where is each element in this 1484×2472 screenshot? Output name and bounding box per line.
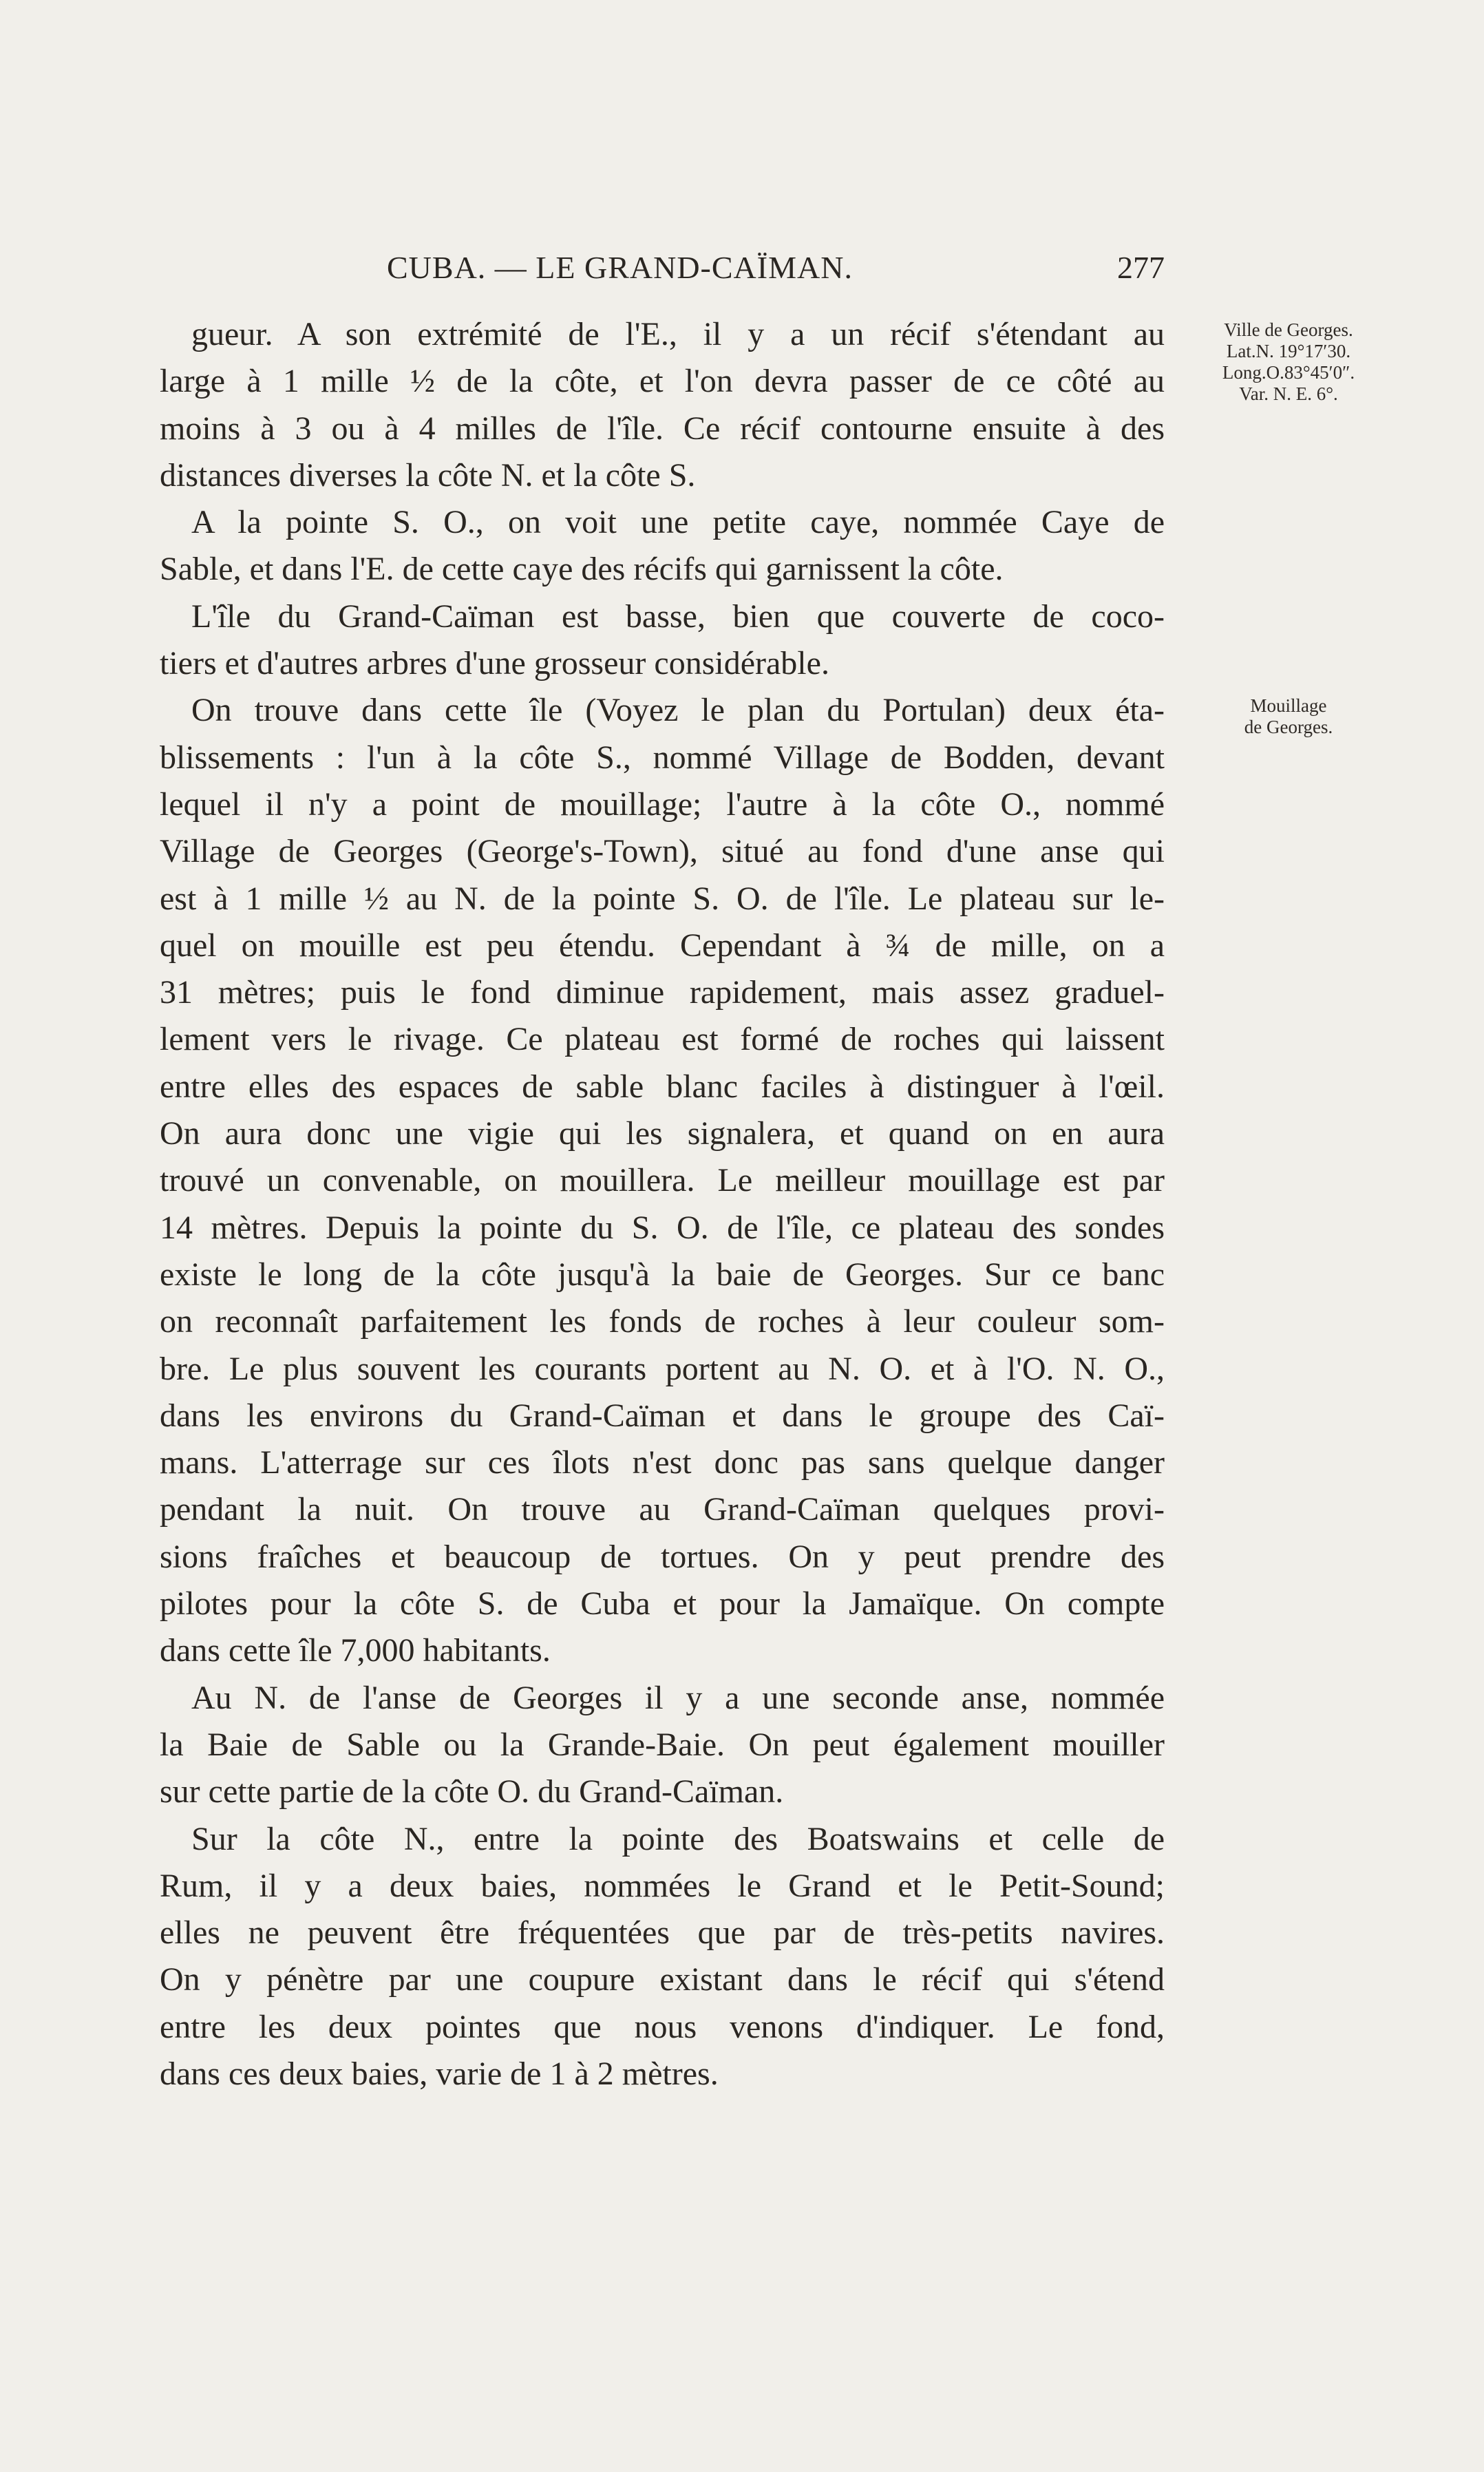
- text-line: On aura donc une vigie qui les signalera, et quand on en aura: [160, 1115, 1165, 1152]
- text-line: lement vers le rivage. Ce plateau est formé de roches qui laissent: [160, 1021, 1165, 1058]
- text-line: elles ne peuvent être fréquentées que par de très-petits navires.: [160, 1914, 1165, 1952]
- text-line: 14 mètres. Depuis la pointe du S. O. de l'île, ce plateau des sondes: [160, 1209, 1165, 1246]
- text-line: moins à 3 ou à 4 milles de l'île. Ce récif contourne ensuite à des: [160, 410, 1165, 447]
- body-text: [160, 311, 1165, 2098]
- text-line: bre. Le plus souvent les courants portent au N. O. et à l'O. N. O.,: [160, 1350, 1165, 1387]
- margin-note-line: Mouillage: [1250, 695, 1327, 716]
- text-line: A la pointe S. O., on voit une petite caye, nommée Caye de: [191, 504, 1165, 541]
- text-line: gueur. A son extrémité de l'E., il y a un récif s'étendant au: [191, 316, 1165, 352]
- text-line: on reconnaît parfaitement les fonds de roches à leur couleur som-: [160, 1303, 1165, 1340]
- running-title: CUBA. — LE GRAND-CAÏMAN.: [387, 250, 853, 285]
- paragraph: [160, 687, 1165, 1674]
- page-number: 277: [1117, 250, 1165, 285]
- text-line: est à 1 mille ½ au N. de la pointe S. O. de l'île. Le plateau sur le-: [160, 880, 1165, 917]
- text-line: la Baie de Sable ou la Grande-Baie. On peut également mouiller: [160, 1726, 1165, 1763]
- text-line: On y pénètre par une coupure existant dans le récif qui s'étend: [160, 1961, 1165, 1998]
- text-line: blissements : l'un à la côte S., nommé Village de Bodden, devant: [160, 739, 1165, 776]
- paragraph: [160, 593, 1165, 688]
- margin-note-line: Lat.N. 19°17′30.: [1226, 341, 1351, 361]
- margin-note-mouillage: [1178, 695, 1399, 738]
- text-line: distances diverses la côte N. et la côte S.: [160, 456, 696, 494]
- text-line: entre les deux pointes que nous venons d'indiquer. Le fond,: [160, 2008, 1165, 2045]
- margin-note-line: de Georges.: [1244, 717, 1333, 737]
- paragraph: [160, 1675, 1165, 1816]
- margin-note-ville-de-georges: [1178, 319, 1399, 405]
- text-line: sions fraîches et beaucoup de tortues. On y peut prendre des: [160, 1538, 1165, 1575]
- text-line: dans les environs du Grand-Caïman et dans le groupe des Caï-: [160, 1397, 1165, 1434]
- running-header: [160, 249, 1165, 290]
- text-line: sur cette partie de la côte O. du Grand-Caïman.: [160, 1773, 784, 1810]
- text-line: existe le long de la côte jusqu'à la baie de Georges. Sur ce banc: [160, 1256, 1165, 1293]
- paragraph: [160, 1816, 1165, 2098]
- text-line: pilotes pour la côte S. de Cuba et pour la Jamaïque. On compte: [160, 1585, 1165, 1623]
- text-line: Sur la côte N., entre la pointe des Boatswains et celle de: [191, 1820, 1165, 1857]
- text-line: L'île du Grand-Caïman est basse, bien que couverte de coco-: [191, 598, 1165, 635]
- text-line: dans ces deux baies, varie de 1 à 2 mètres.: [160, 2055, 719, 2092]
- margin-note-line: Long.O.83°45′0″.: [1222, 362, 1355, 383]
- text-line: Sable, et dans l'E. de cette caye des récifs qui garnissent la côte.: [160, 551, 1004, 588]
- text-line: trouvé un convenable, on mouillera. Le meilleur mouillage est par: [160, 1162, 1165, 1199]
- text-line: Au N. de l'anse de Georges il y a une seconde anse, nommée: [191, 1679, 1165, 1716]
- text-line: pendant la nuit. On trouve au Grand-Caïman quelques provi-: [160, 1491, 1165, 1528]
- text-line: quel on mouille est peu étendu. Cependant à ¾ de mille, on a: [160, 927, 1165, 964]
- paragraph: [160, 499, 1165, 593]
- text-line: Village de Georges (George's-Town), situé au fond d'une anse qui: [160, 833, 1165, 870]
- text-line: mans. L'atterrage sur ces îlots n'est donc pas sans quelque danger: [160, 1444, 1165, 1481]
- text-line: lequel il n'y a point de mouillage; l'autre à la côte O., nommé: [160, 785, 1165, 823]
- text-line: dans cette île 7,000 habitants.: [160, 1632, 551, 1669]
- text-line: large à 1 mille ½ de la côte, et l'on devra passer de ce côté au: [160, 363, 1165, 400]
- margin-note-line: Var. N. E. 6°.: [1239, 383, 1338, 404]
- text-line: Rum, il y a deux baies, nommées le Grand et le Petit-Sound;: [160, 1867, 1165, 1904]
- text-line: On trouve dans cette île (Voyez le plan du Portulan) deux éta-: [191, 692, 1165, 729]
- paragraph: [160, 311, 1165, 499]
- text-line: entre elles des espaces de sable blanc faciles à distinguer à l'œil.: [160, 1068, 1165, 1105]
- text-line: tiers et d'autres arbres d'une grosseur considérable.: [160, 645, 829, 682]
- margin-note-line: Ville de Georges.: [1224, 319, 1353, 340]
- text-line: 31 mètres; puis le fond diminue rapidement, mais assez graduel-: [160, 974, 1165, 1011]
